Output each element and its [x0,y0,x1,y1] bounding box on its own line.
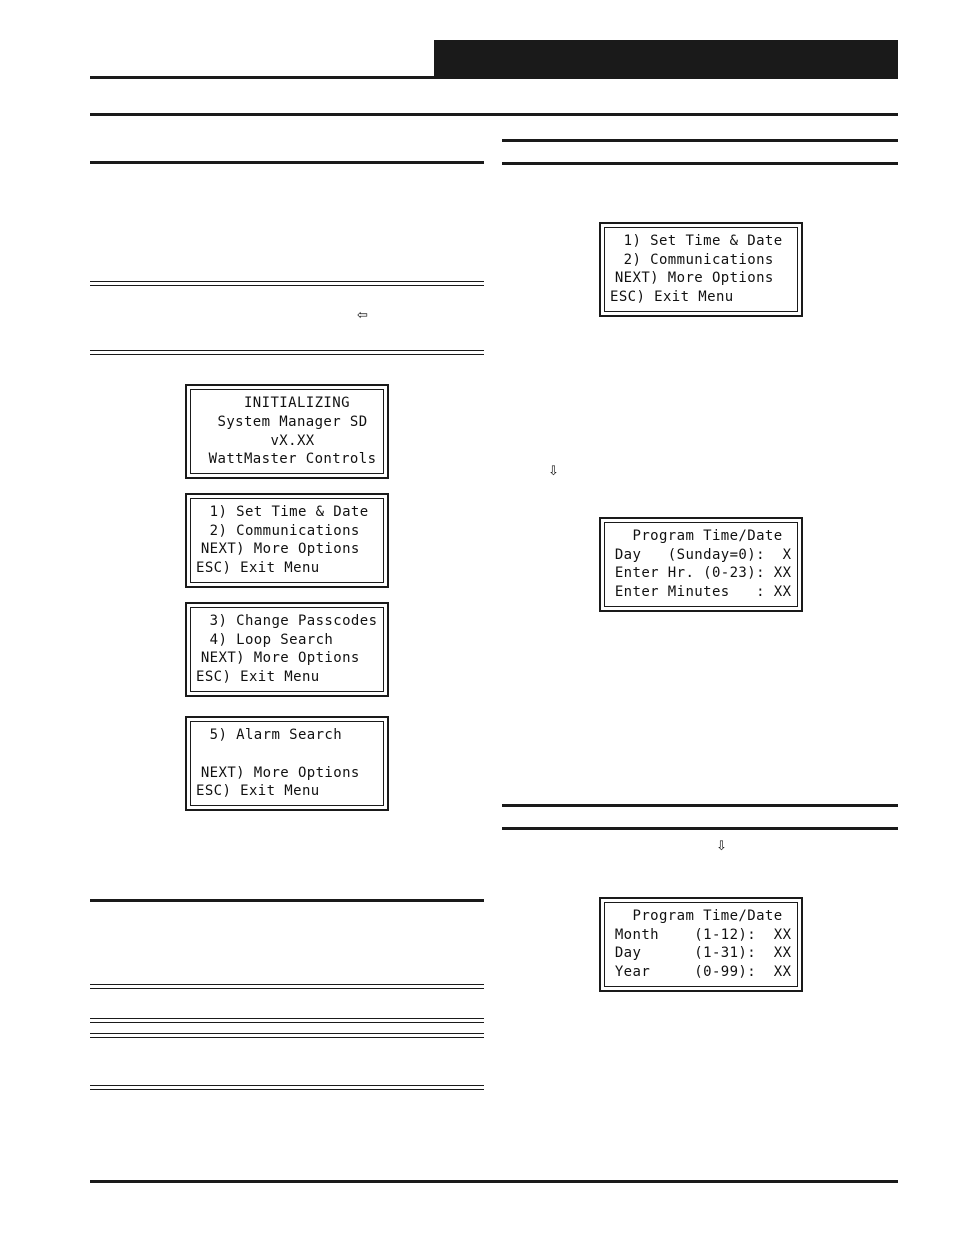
lcd-line: Day (1-31): XX [606,945,792,961]
left-rule-4 [90,899,484,902]
lcd-line: NEXT) More Options [192,541,360,557]
lcd-line: vX.XX [191,433,315,449]
lcd-initializing-screen [185,384,389,479]
left-rule-3b [90,354,484,355]
left-rule-1 [90,161,484,164]
lcd-line: 2) Communications [606,252,774,268]
right-rule-2 [502,162,898,165]
left-rule-5b [90,988,484,989]
lcd-line: ESC) Exit Menu [196,783,320,799]
left-rule-3a [90,350,484,351]
lcd-menu-page-2 [185,602,389,697]
left-rule-5a [90,984,484,985]
left-rule-7a [90,1033,484,1034]
lcd-line: Enter Minutes : XX [606,584,792,600]
lcd-line: Day (Sunday=0): X [606,547,792,563]
lcd-line: 3) Change Passcodes [192,613,378,629]
section-rule-top [90,113,898,116]
left-rule-8a [90,1085,484,1086]
right-rule-4 [502,827,898,830]
lcd-line: INITIALIZING [191,395,350,411]
lcd-line: Month (1-12): XX [606,927,792,943]
left-arrow-icon: ⇦ [357,308,368,323]
left-rule-8b [90,1089,484,1090]
lcd-line: ESC) Exit Menu [196,669,320,685]
lcd-program-time-screen [599,517,803,612]
lcd-line: 5) Alarm Search [192,727,343,743]
left-rule-7b [90,1037,484,1038]
left-rule-2b [90,285,484,286]
lcd-line: 1) Set Time & Date [192,504,369,520]
header-rule [90,76,898,79]
down-arrow-icon: ⇩ [548,464,559,479]
footer-rule [90,1180,898,1183]
lcd-line: Year (0-99): XX [606,964,792,980]
lcd-line: System Manager SD [191,414,368,430]
lcd-line: NEXT) More Options [606,270,774,286]
lcd-menu-page-3 [185,716,389,811]
left-rule-6b [90,1022,484,1023]
lcd-line: Program Time/Date [606,528,783,544]
lcd-line: 4) Loop Search [192,632,334,648]
lcd-program-date-screen [599,897,803,992]
lcd-line: ESC) Exit Menu [196,560,320,576]
lcd-menu-page-1-right [599,222,803,317]
lcd-menu-page-1 [185,493,389,588]
header-bar [434,40,898,78]
lcd-line: 1) Set Time & Date [606,233,783,249]
right-rule-1 [502,139,898,142]
right-rule-3 [502,804,898,807]
lcd-line: NEXT) More Options [192,765,360,781]
lcd-line: WattMaster Controls [191,451,377,467]
lcd-line: ESC) Exit Menu [610,289,734,305]
lcd-line: 2) Communications [192,523,360,539]
down-arrow-icon: ⇩ [716,839,727,854]
lcd-line: Enter Hr. (0-23): XX [606,565,792,581]
left-rule-6a [90,1018,484,1019]
left-rule-2a [90,281,484,282]
lcd-line: Program Time/Date [606,908,783,924]
lcd-line: NEXT) More Options [192,650,360,666]
